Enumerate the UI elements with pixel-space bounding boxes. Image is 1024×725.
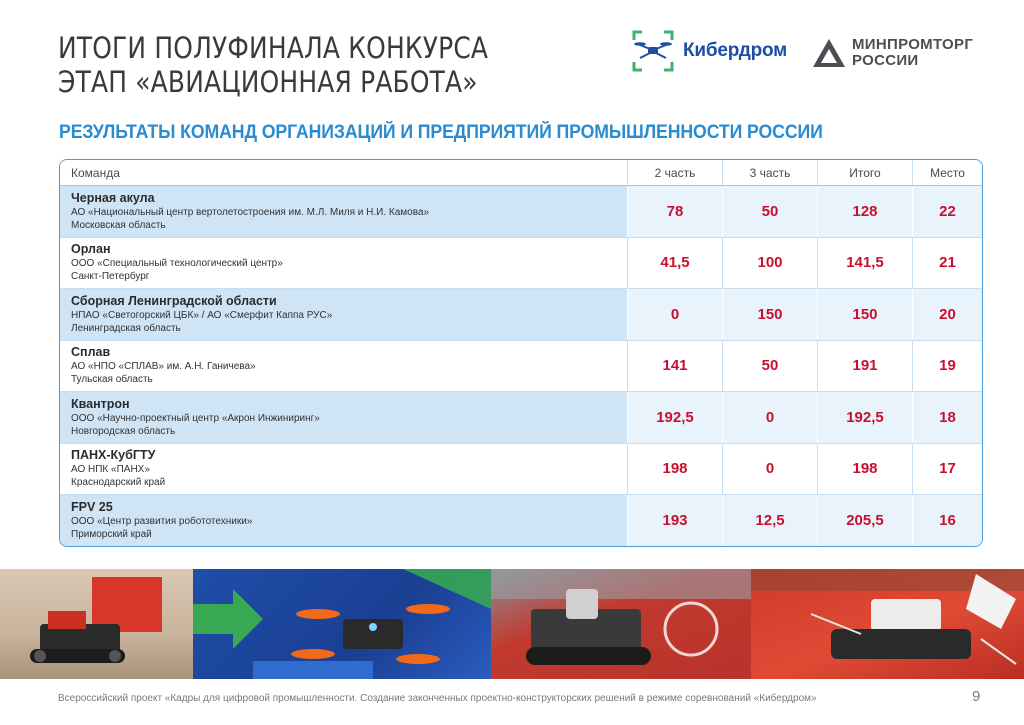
header-team: Команда [60, 160, 628, 185]
photo-robot-arena [491, 569, 751, 679]
part2-value: 192,5 [628, 392, 723, 443]
team-name: FPV 25 [71, 499, 113, 514]
minpromtorg-logo [812, 36, 992, 70]
page-number: 9 [972, 688, 981, 705]
total-value: 205,5 [818, 495, 913, 546]
table-row [60, 238, 982, 290]
team-region: Новгородская область [71, 425, 176, 437]
team-cell [60, 238, 628, 289]
part2-value: 0 [628, 289, 723, 340]
part2-value: 193 [628, 495, 723, 546]
page-title [58, 31, 488, 99]
team-cell [60, 392, 628, 443]
total-value: 192,5 [818, 392, 913, 443]
header-part2: 2 часть [628, 160, 723, 185]
part2-value: 198 [628, 444, 723, 495]
team-organization: АО «НПО «СПЛАВ» им. А.Н. Ганичева» [71, 361, 256, 373]
table-row [60, 289, 982, 341]
photo-strip [0, 569, 1024, 679]
photo-drone-field [193, 569, 491, 679]
team-name: Черная акула [71, 190, 155, 205]
team-cell [60, 186, 628, 237]
team-name: ПАНХ-КубГТУ [71, 448, 156, 463]
team-organization: АО НПК «ПАНХ» [71, 464, 150, 476]
team-cell [60, 495, 628, 546]
title-line-2: ЭТАП «АВИАЦИОННАЯ РАБОТА» [58, 65, 478, 99]
table-row [60, 444, 982, 496]
team-cell [60, 289, 628, 340]
table-header [60, 160, 982, 186]
place-value: 19 [913, 341, 982, 392]
part3-value: 12,5 [723, 495, 818, 546]
minpromtorg-line-2: РОССИИ [852, 52, 919, 69]
total-value: 191 [818, 341, 913, 392]
team-region: Санкт-Петербург [71, 271, 150, 283]
part2-value: 41,5 [628, 238, 723, 289]
place-value: 17 [913, 444, 982, 495]
part2-value: 78 [628, 186, 723, 237]
table-row [60, 392, 982, 444]
total-value: 128 [818, 186, 913, 237]
table-row [60, 186, 982, 238]
title-line-1: ИТОГИ ПОЛУФИНАЛА КОНКУРСА [58, 31, 489, 65]
drone-icon [631, 29, 675, 73]
team-region: Тульская область [71, 374, 153, 386]
part3-value: 50 [723, 186, 818, 237]
photo-robots-red-floor [751, 569, 1024, 679]
kiberdrom-logo-text: Кибердром [683, 40, 787, 61]
part2-value: 141 [628, 341, 723, 392]
total-value: 141,5 [818, 238, 913, 289]
table-row [60, 341, 982, 393]
total-value: 150 [818, 289, 913, 340]
team-region: Приморский край [71, 528, 152, 540]
place-value: 20 [913, 289, 982, 340]
total-value: 198 [818, 444, 913, 495]
results-table [59, 159, 983, 547]
team-organization: НПАО «Светогорский ЦБК» / АО «Смерфит Каппа РУС» [71, 309, 333, 321]
team-organization: ООО «Специальный технологический центр» [71, 258, 283, 270]
part3-value: 50 [723, 341, 818, 392]
minpromtorg-line-1: МИНПРОМТОРГ [852, 36, 974, 53]
team-name: Квантрон [71, 396, 130, 411]
part3-value: 0 [723, 392, 818, 443]
kiberdrom-logo [631, 29, 801, 73]
team-organization: ООО «Научно-проектный центр «Акрон Инжиниринг» [71, 412, 320, 424]
team-organization: ООО «Центр развития робототехники» [71, 515, 253, 527]
part3-value: 0 [723, 444, 818, 495]
part3-value: 150 [723, 289, 818, 340]
team-name: Сборная Ленинградской области [71, 293, 277, 308]
photo-robot-tracked [0, 569, 193, 679]
place-value: 21 [913, 238, 982, 289]
place-value: 18 [913, 392, 982, 443]
team-region: Ленинградская область [71, 322, 181, 334]
footer-text: Всероссийский проект «Кадры для цифровой промышленности. Создание законченных проектно-конструкторских решений в режиме соревнований «Кибердром» [58, 693, 817, 704]
team-region: Московская область [71, 219, 166, 231]
team-region: Краснодарский край [71, 477, 166, 489]
place-value: 22 [913, 186, 982, 237]
team-organization: АО «Национальный центр вертолетостроения им. М.Л. Миля и Н.И. Камова» [71, 206, 430, 218]
header-place: Место [930, 165, 965, 180]
team-cell [60, 444, 628, 495]
team-name: Сплав [71, 345, 111, 360]
section-subtitle: РЕЗУЛЬТАТЫ КОМАНД ОРГАНИЗАЦИЙ И ПРЕДПРИЯТИЙ ПРОМЫШЛЕННОСТИ РОССИИ [59, 122, 823, 143]
team-name: Орлан [71, 242, 111, 257]
table-row [60, 495, 982, 547]
header-part3: 3 часть [723, 160, 818, 185]
place-value: 16 [913, 495, 982, 546]
header-total: Итого [818, 160, 913, 185]
part3-value: 100 [723, 238, 818, 289]
minpromtorg-emblem-icon [812, 38, 846, 68]
team-cell [60, 341, 628, 392]
